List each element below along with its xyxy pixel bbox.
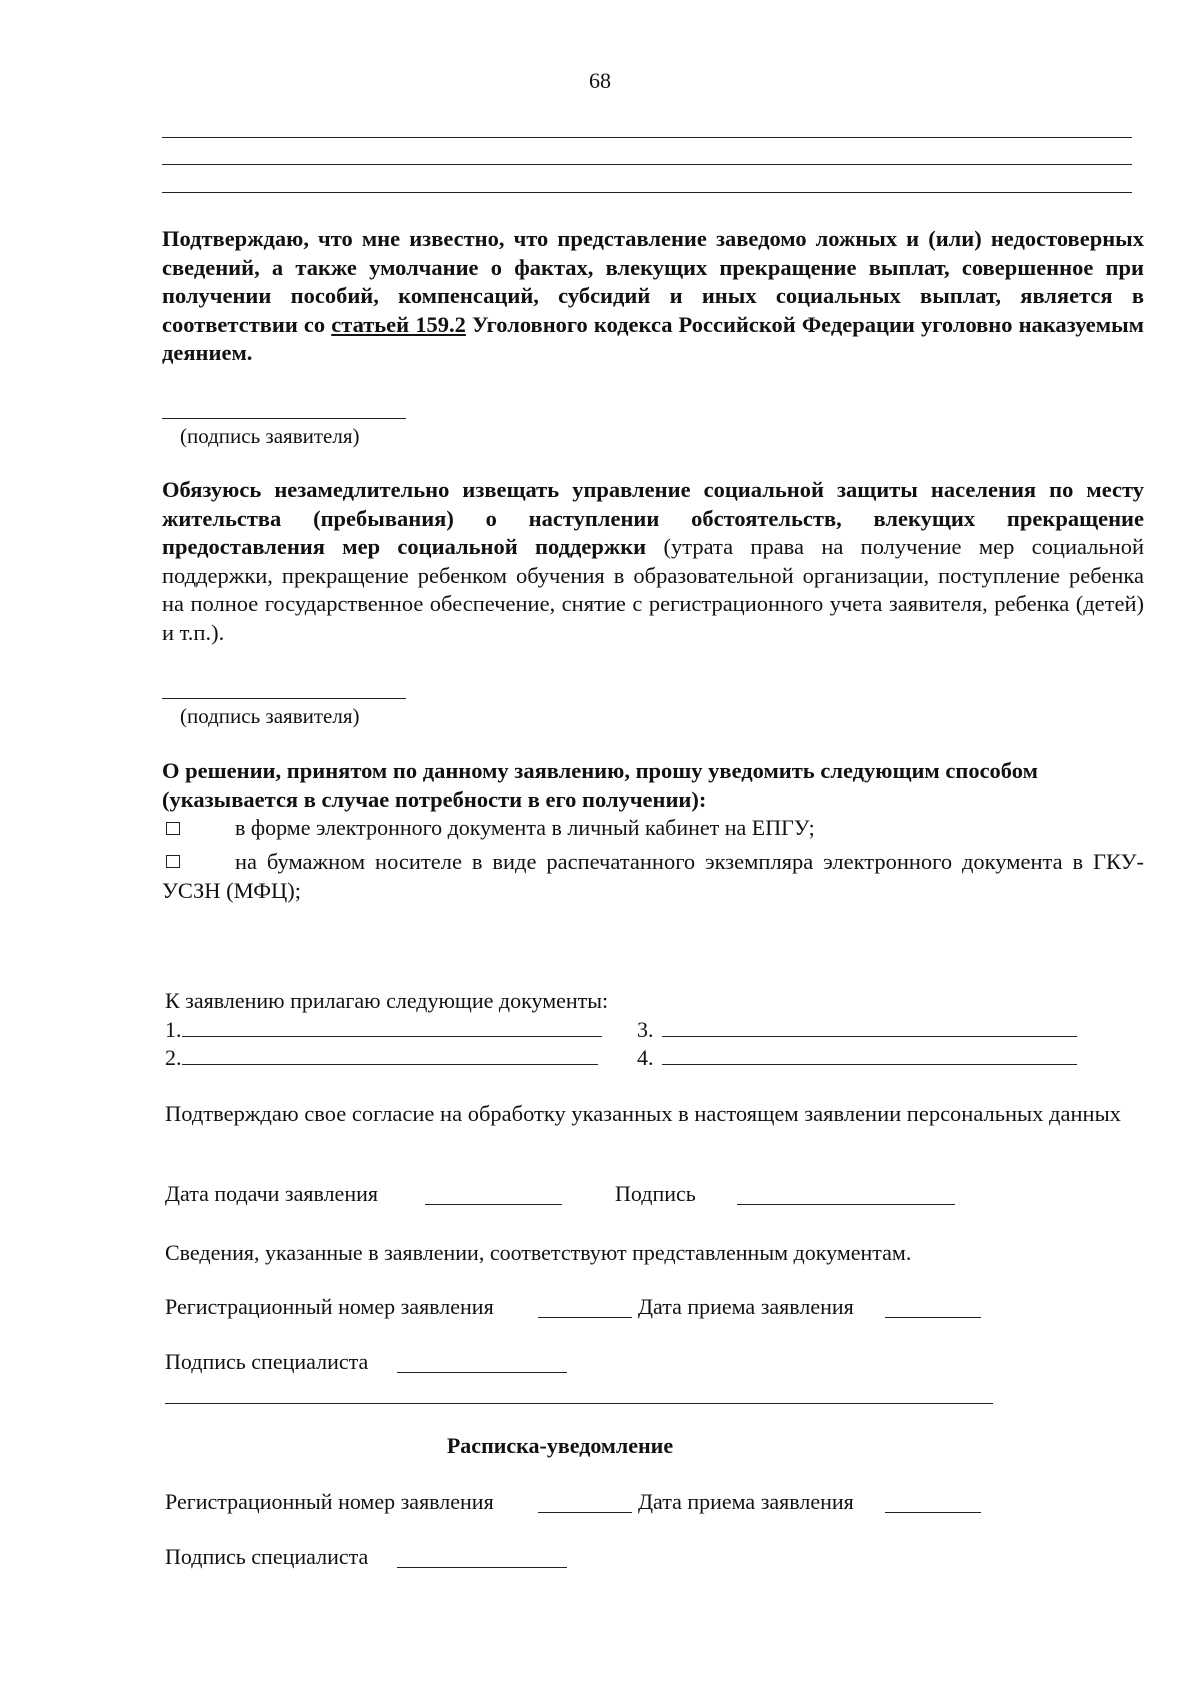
obligation-normal-text: (утрата права на получение мер социальной поддержки, прекращение ребенком обучения в образовательной организации, поступление ребенка на полное государственное обеспечение, снятие с регистрационного учета заявителя, ребенка (детей) и т.п.). xyxy=(162,534,1144,645)
obligation-bold-text: Обязуюсь незамедлительно извещать управление социальной защиты населения по месту жительства (пребывания) о наступлении обстоятельств, влекущих прекращение предоставления мер социальной поддержки xyxy=(162,477,1144,559)
attachment-row-3 xyxy=(637,1016,1077,1043)
warning-text-1: Подтверждаю, что мне известно, что представление заведомо ложных и (или) недостоверных сведений, а также умолчание о фактах, влекущих прекращение выплат, совершенное при получении пособий, компенсаций, субсидий и иных социальных выплат, является в соответствии со xyxy=(162,226,1144,337)
attachment-field-3[interactable] xyxy=(662,1016,1077,1037)
warning-text-2: Уголовного кодекса Российской Федерации уголовно наказуемым деянием. xyxy=(162,311,1145,365)
receipt-date-label: Дата приема заявления xyxy=(638,1294,854,1319)
attachments-label: К заявлению прилагаю следующие документы: xyxy=(165,988,609,1013)
receipt-specialist-signature-label: Подпись специалиста xyxy=(165,1544,369,1569)
attachment-row-2 xyxy=(165,1044,598,1071)
page-number: 68 xyxy=(589,68,611,93)
attachment-field-2[interactable] xyxy=(182,1044,598,1065)
applicant-signature-label: Подпись xyxy=(615,1181,696,1206)
option-epgu-label: в форме электронного документа в личный кабинет на ЕПГУ; xyxy=(235,815,815,840)
blank-line-1[interactable] xyxy=(162,137,1132,138)
attachment-number-3: 3. xyxy=(637,1017,654,1042)
attachment-row-4 xyxy=(637,1044,1077,1071)
submission-date-field[interactable] xyxy=(425,1184,562,1205)
specialist-signature-label: Подпись специалиста xyxy=(165,1349,369,1374)
checkbox-epgu[interactable] xyxy=(166,822,180,835)
documents-match-statement: Сведения, указанные в заявлении, соответствуют представленным документам. xyxy=(165,1240,912,1265)
receipt-receipt-date-label: Дата приема заявления xyxy=(638,1489,854,1514)
applicant-signature-caption-1: (подпись заявителя) xyxy=(180,424,360,448)
attachment-field-4[interactable] xyxy=(662,1044,1077,1065)
registration-number-label: Регистрационный номер заявления xyxy=(165,1294,494,1319)
submission-date-label: Дата подачи заявления xyxy=(165,1181,378,1206)
applicant-signature-caption-2: (подпись заявителя) xyxy=(180,704,360,728)
receipt-receipt-date-field[interactable] xyxy=(885,1492,981,1513)
liability-warning xyxy=(162,225,1144,368)
obligation-paragraph xyxy=(162,476,1144,647)
receipt-registration-number-label: Регистрационный номер заявления xyxy=(165,1489,494,1514)
option-paper-label: на бумажном носителе в виде распечатанного экземпляра электронного документа в ГКУ-УСЗН (МФЦ); xyxy=(162,849,1144,903)
attachment-number-1: 1. xyxy=(165,1017,182,1042)
applicant-signature-line-1[interactable] xyxy=(162,418,406,419)
applicant-signature-field[interactable] xyxy=(737,1184,955,1205)
blank-line-3[interactable] xyxy=(162,192,1132,193)
attachment-number-4: 4. xyxy=(637,1045,654,1070)
article-link[interactable]: статьей 159.2 xyxy=(331,311,466,337)
attachment-row-1 xyxy=(165,1016,602,1043)
registration-number-field[interactable] xyxy=(538,1297,632,1318)
applicant-signature-line-2[interactable] xyxy=(162,698,406,699)
blank-line-2[interactable] xyxy=(162,164,1132,165)
notification-heading: О решении, принятом по данному заявлению, прошу уведомить следующим способом (указывается в случае потребности в его получении): xyxy=(162,758,1038,812)
attachment-field-1[interactable] xyxy=(182,1016,602,1037)
receipt-date-field[interactable] xyxy=(885,1297,981,1318)
receipt-specialist-signature-field[interactable] xyxy=(397,1547,567,1568)
consent-statement: Подтверждаю свое согласие на обработку указанных в настоящем заявлении персональных данных xyxy=(165,1101,1121,1126)
cut-line xyxy=(165,1403,993,1404)
receipt-title: Расписка-уведомление xyxy=(446,1433,674,1458)
attachment-number-2: 2. xyxy=(165,1045,182,1070)
receipt-registration-number-field[interactable] xyxy=(538,1492,632,1513)
specialist-signature-field[interactable] xyxy=(397,1352,567,1373)
